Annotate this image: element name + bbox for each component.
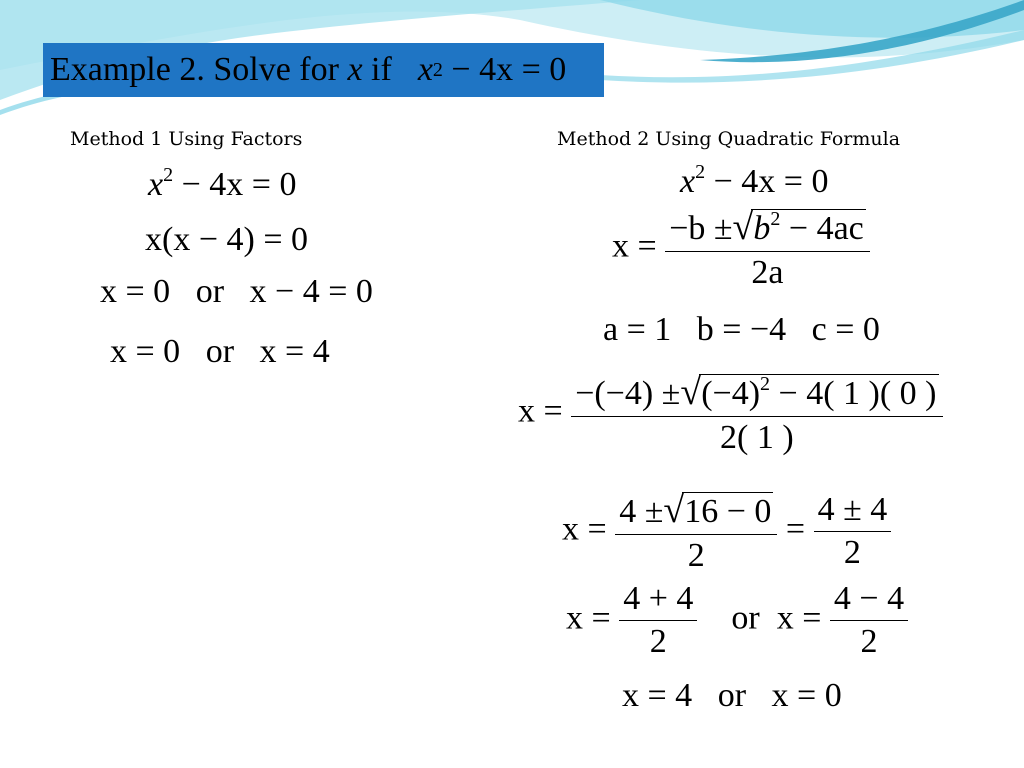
coef-a: a = 1 (603, 311, 672, 348)
method1-step4-a: x = 0 (110, 333, 181, 370)
method1-step3 (100, 273, 373, 311)
simp2-numerator: 4 ± 4 (817, 491, 888, 528)
method1-step3-a: x = 0 (100, 273, 171, 310)
radical-sign: √ (732, 206, 754, 248)
formula-rad-var: b (753, 210, 771, 247)
method2-eq-rest: − 4x = 0 (713, 163, 829, 200)
simplification (562, 488, 891, 575)
simp-lhs: x = (562, 510, 607, 548)
coefficients (603, 311, 880, 349)
final-a: x = 4 (622, 677, 693, 714)
simp2-denominator: 2 (814, 531, 892, 572)
sub-rad-rest: − 4( 1 )( 0 ) (778, 375, 937, 412)
simp-equals: = (785, 510, 806, 548)
simp-fraction (615, 488, 777, 575)
method1-step4 (110, 333, 330, 371)
sub-fraction (571, 370, 942, 457)
final-answer (622, 677, 842, 715)
method2-eq-var: x (680, 163, 696, 200)
formula-rad-exponent: 2 (770, 208, 781, 230)
formula-num-pre: −b ± (669, 210, 733, 247)
method1-step4-or: or (205, 333, 235, 370)
simp2-fraction (814, 491, 892, 572)
title-text: Example 2. Solve for (50, 51, 339, 88)
method2-eq-exponent: 2 (695, 161, 706, 183)
method2-label: Method 2 Using Quadratic Formula (557, 128, 901, 150)
formula-fraction (665, 205, 870, 292)
final-b: x = 0 (771, 677, 842, 714)
formula-lhs: x = (612, 227, 657, 265)
split-or: or (731, 599, 760, 637)
split-denominator-2: 2 (830, 620, 908, 661)
sub-rad-exponent: 2 (760, 373, 771, 395)
method1-label: Method 1 Using Factors (70, 128, 303, 150)
split-numerator-2: 4 − 4 (833, 580, 905, 617)
radical-sign: √ (663, 489, 685, 531)
split-solutions (566, 580, 908, 661)
split-lhs-2: x = (776, 599, 822, 637)
coef-b: b = −4 (696, 311, 787, 348)
radical-sign: √ (680, 371, 702, 413)
method1-step4-b: x = 4 (259, 333, 330, 370)
method1-step2: x(x − 4) = 0 (145, 221, 308, 258)
split-fraction-1 (619, 580, 697, 661)
coef-c: c = 0 (811, 311, 880, 348)
formula-rad-rest: − 4ac (788, 210, 864, 247)
split-numerator-1: 4 + 4 (623, 580, 694, 617)
final-or: or (717, 677, 747, 714)
title-eq-rest: − 4x = 0 (451, 51, 567, 88)
sub-radicand (699, 374, 938, 413)
simp-denominator: 2 (615, 534, 777, 575)
title-eq-var: x (417, 51, 433, 88)
method1-step1 (148, 166, 296, 204)
slide-title: Example 2. Solve for x if x 2 − 4x = 0 (43, 43, 604, 97)
method1-step3-or: or (195, 273, 225, 310)
split-denominator-1: 2 (619, 620, 697, 661)
sub-lhs: x = (518, 392, 563, 430)
title-if: if (371, 51, 392, 88)
simp-radicand: 16 − 0 (684, 493, 772, 530)
sub-denominator: 2( 1 ) (571, 416, 942, 457)
method1-step1-var: x (148, 166, 164, 203)
method1-step3-b: x − 4 = 0 (249, 273, 373, 310)
method1-step1-rest: − 4x = 0 (181, 166, 297, 203)
sub-rad-base: (−4) (701, 375, 761, 412)
substitution (518, 370, 943, 457)
method1-step1-exponent: 2 (163, 164, 174, 186)
formula-denominator: 2a (665, 251, 870, 292)
quadratic-formula (612, 205, 870, 292)
sub-num-pre: −(−4) ± (575, 375, 681, 412)
simp-num-pre: 4 ± (619, 493, 664, 530)
method2-equation (680, 163, 828, 201)
split-lhs-1: x = (566, 599, 611, 637)
title-variable: x (347, 51, 363, 88)
formula-radicand (751, 209, 865, 248)
split-fraction-2 (830, 580, 908, 661)
